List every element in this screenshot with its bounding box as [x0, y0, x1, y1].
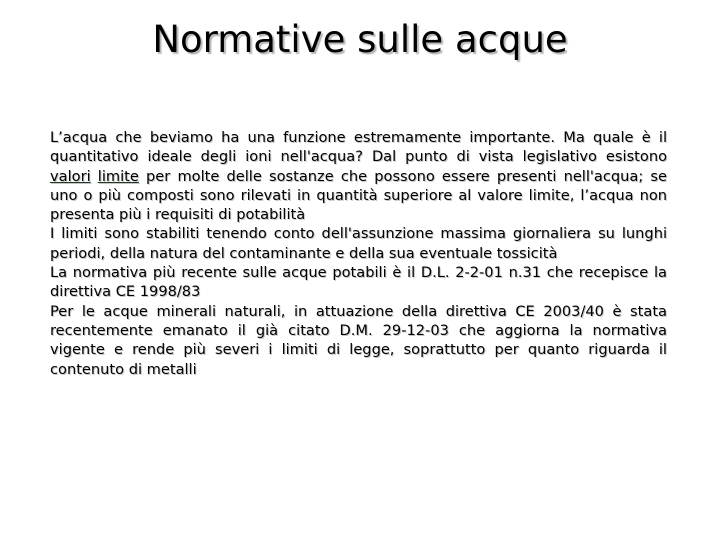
link-limite[interactable]: limite: [97, 167, 139, 185]
paragraph-limits: I limiti sono stabiliti tenendo conto dell'assunzione massima giornaliera su lunghi periodi, della natura del contaminante e della sua eventuale tossicità: [50, 225, 667, 262]
link-gap: [91, 168, 98, 185]
paragraph-intro: [50, 128, 667, 224]
paragraph-mineral-water: Per le acque minerali naturali, in attuazione della direttiva CE 2003/40 è stata recentemente emanato il già citato D.M. 29-12-03 che aggiorna la normativa vigente e rende più severi i limiti di legge, soprattutto per quanto riguarda il contenuto di metalli: [50, 302, 667, 378]
paragraph-text: L’acqua che beviamo ha una funzione estremamente importante. Ma quale è il quantitativo ideale degli ioni nell'acqua? Dal punto di vista legislativo esistono: [50, 129, 667, 166]
paragraph-drinking-water-law: La normativa più recente sulle acque potabili è il D.L. 2-2-01 n.31 che recepisce la direttiva CE 1998/83: [50, 264, 667, 301]
slide-title: Normative sulle acque: [152, 18, 568, 61]
paragraph-text: per molte delle sostanze che possono essere presenti nell'acqua; se uno o più composti sono rilevati in quantità superiore al valore limite, l’acqua non presenta più i requisiti di potabilità: [50, 167, 668, 224]
link-valori[interactable]: valori: [50, 167, 91, 185]
slide-body: [50, 128, 667, 379]
